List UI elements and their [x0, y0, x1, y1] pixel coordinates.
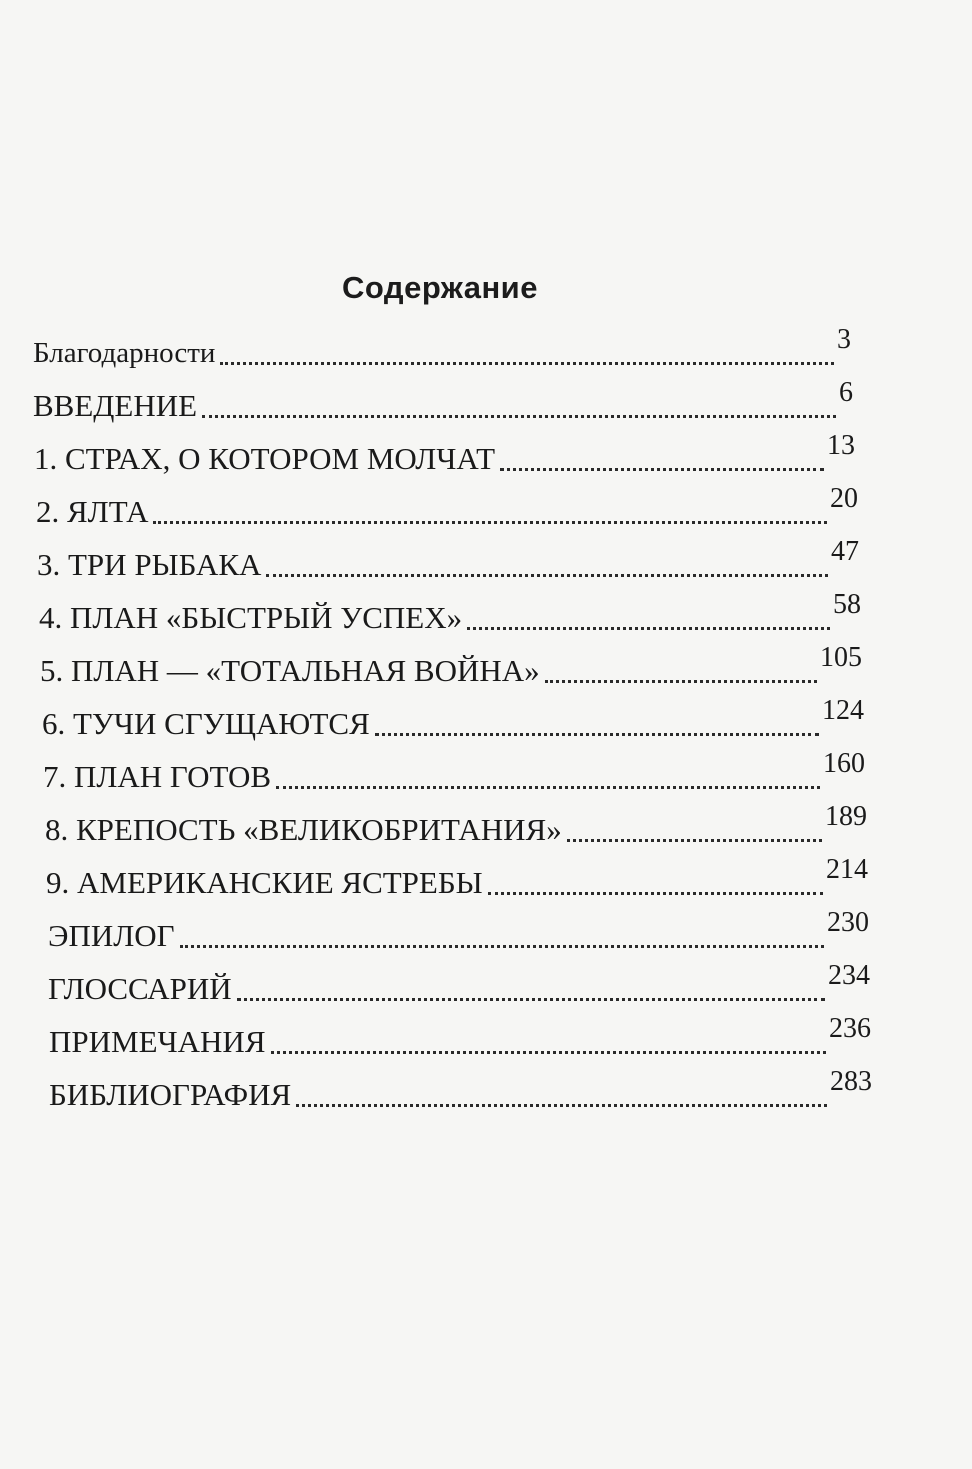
dot-leader: [237, 998, 825, 1001]
toc-entry: [40, 644, 862, 688]
toc-entry: [39, 591, 861, 635]
toc-entry-page: 214: [826, 854, 868, 885]
dot-leader: [467, 627, 830, 630]
toc-entry-page: 234: [828, 960, 870, 991]
toc-entry-page: 160: [823, 748, 865, 779]
dot-leader: [545, 680, 817, 683]
dot-leader: [180, 945, 824, 948]
dot-leader: [266, 574, 828, 577]
toc-entry-label: ПРИМЕЧАНИЯ: [49, 1024, 266, 1059]
toc-entry-label: ЭПИЛОГ: [48, 918, 175, 953]
toc-entry-label: 7. ПЛАН ГОТОВ: [43, 759, 272, 794]
toc-entry-label: 2. ЯЛТА: [36, 494, 149, 529]
dot-leader: [500, 468, 824, 471]
toc-entry-label: 6. ТУЧИ СГУЩАЮТСЯ: [42, 706, 370, 741]
toc-entry-page: 105: [820, 642, 862, 673]
dot-leader: [271, 1051, 826, 1054]
toc-entry-label: 3. ТРИ РЫБАКА: [37, 547, 262, 582]
dot-leader: [202, 415, 836, 418]
toc-entry-label: ГЛОССАРИЙ: [48, 971, 232, 1006]
toc-entry-label: Благодарности: [33, 337, 216, 369]
toc-entry-label: 1. СТРАХ, О КОТОРОМ МОЛЧАТ: [34, 441, 496, 476]
toc-entry: [43, 750, 865, 794]
toc-entry: [49, 1015, 871, 1059]
dot-leader: [488, 892, 823, 895]
toc-entry-page: 13: [827, 430, 855, 461]
dot-leader: [220, 362, 834, 365]
toc-entry-page: 3: [837, 324, 851, 355]
toc-entry-page: 6: [839, 377, 853, 408]
toc-entry-page: 230: [827, 907, 869, 938]
toc-entry: [36, 485, 858, 529]
toc-entry: [37, 538, 859, 582]
dot-leader: [153, 521, 827, 524]
toc-entry: [48, 909, 869, 953]
toc-entry-label: 8. КРЕПОСТЬ «ВЕЛИКОБРИТАНИЯ»: [45, 812, 562, 847]
toc-entry: [34, 432, 855, 476]
toc-entry-page: 189: [825, 801, 867, 832]
dot-leader: [567, 839, 822, 842]
toc-entry: [46, 856, 868, 900]
toc-entry-label: 5. ПЛАН — «ТОТАЛЬНАЯ ВОЙНА»: [40, 653, 540, 688]
toc-entry-label: БИБЛИОГРАФИЯ: [49, 1077, 292, 1112]
toc-entry: [42, 697, 864, 741]
toc-entry: [33, 379, 853, 423]
dot-leader: [375, 733, 819, 736]
toc-entry-label: ВВЕДЕНИЕ: [33, 388, 198, 423]
toc-entry: [33, 326, 851, 370]
toc-entry: [49, 1068, 872, 1112]
toc-entry-label: 9. АМЕРИКАНСКИЕ ЯСТРЕБЫ: [46, 865, 483, 900]
toc-entry-page: 283: [830, 1066, 872, 1097]
toc-entry-page: 20: [830, 483, 858, 514]
toc-entry: [48, 962, 870, 1006]
page-title: Содержание: [342, 270, 538, 305]
toc-entry: [45, 803, 867, 847]
toc-entry-page: 58: [833, 589, 861, 620]
dot-leader: [296, 1104, 827, 1107]
toc-entry-page: 47: [831, 536, 859, 567]
toc-entry-label: 4. ПЛАН «БЫСТРЫЙ УСПЕХ»: [39, 600, 463, 635]
dot-leader: [276, 786, 820, 789]
toc-entry-page: 124: [822, 695, 864, 726]
toc-entry-page: 236: [829, 1013, 871, 1044]
